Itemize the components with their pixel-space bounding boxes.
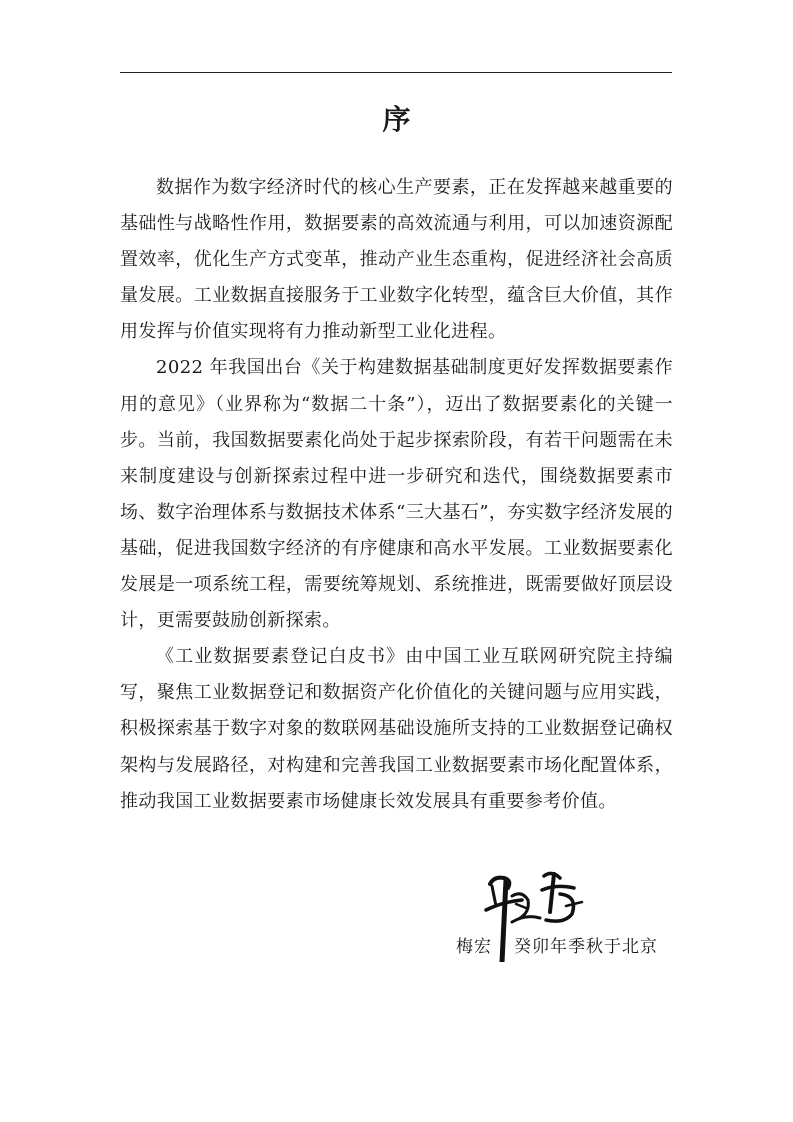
page-title: 序 <box>382 103 411 136</box>
paragraph-2: 2022 年我国出台《关于构建数据基础制度更好发挥数据要素作用的意见》（业界称为“数据二十条”），迈出了数据要素化的关键一步。当前，我国数据要素化尚处于起步探索阶段，有若干问题需在未来制度建设与创新探索过程中进一步研究和迭代，围绕数据要素市场、数字治理体系与数据技术体系“三大基石”，夯实数字经济发展的基础，促进我国数字经济的有序健康和高水平发展。工业数据要素化发展是一项系统工程，需要统筹规划、系统推进，既需要做好顶层设计，更需要鼓励创新探索。 <box>120 357 673 632</box>
paragraph-3: 《工业数据要素登记白皮书》由中国工业互联网研究院主持编写，聚焦工业数据登记和数据资产化价值化的关键问题与应用实践，积极探索基于数字对象的数联网基础设施所支持的工业数据登记确权架构与发展路径，对构建和完善我国工业数据要素市场化配置体系，推动我国工业数据要素市场健康长效发展具有重要参考价值。 <box>120 646 673 812</box>
header-rule <box>120 72 672 73</box>
paragraph-1: 数据作为数字经济时代的核心生产要素，正在发挥越来越重要的基础性与战略性作用，数据要素的高效流通与利用，可以加速资源配置效率，优化生产方式变革，推动产业生态重构，促进经济社会高质量发展。工业数据直接服务于工业数字化转型，蕴含巨大价值，其作用发挥与价值实现将有力推动新型工业化进程。 <box>120 177 673 343</box>
preface-body <box>120 170 673 820</box>
signature-name: 梅宏 <box>456 937 492 957</box>
signature-date: 癸卯年季秋于北京 <box>514 937 658 957</box>
